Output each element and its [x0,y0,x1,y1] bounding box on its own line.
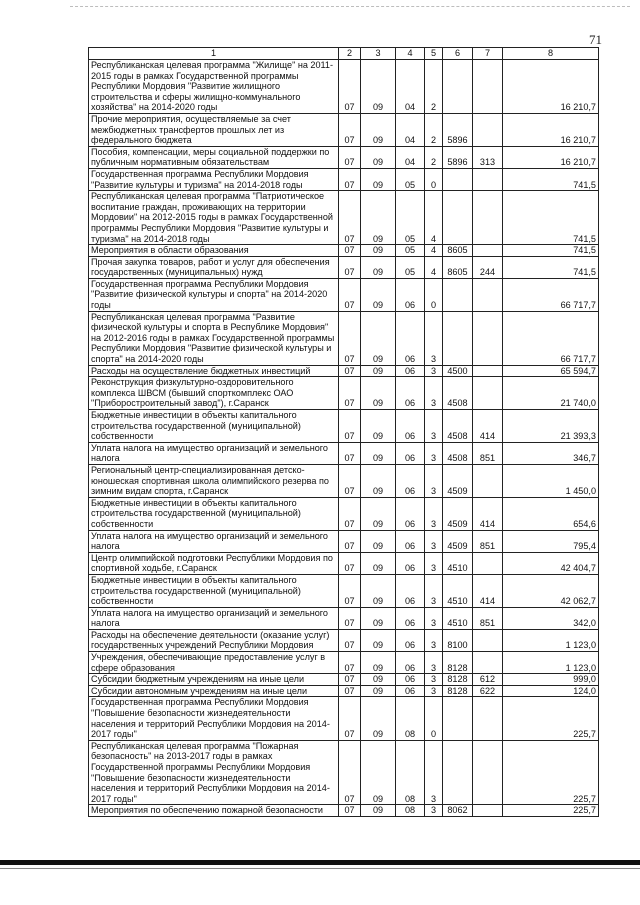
code-target-cell: 8062 [443,805,473,817]
code-section-cell: 07 [339,574,361,607]
table-row [89,168,599,190]
code-subsection-cell: 09 [361,442,396,464]
amount-cell: 999,0 [503,674,599,686]
table-row [89,805,599,817]
code-section-cell: 07 [339,146,361,168]
code-subprogram-cell: 4 [425,245,443,257]
row-name-cell: Республиканская целевая программа "Жилище" на 2011-2015 годы в рамках Государственной программы Республики Мордовия "Развитие жилищного строительства и сферы жилищно-коммунального хозяйства" на 2014-2020 годы [89,60,339,114]
amount-cell: 124,0 [503,685,599,697]
header-cell: 3 [361,48,396,60]
code-subsection-cell: 09 [361,146,396,168]
table-row [89,464,599,497]
code-section-cell: 07 [339,464,361,497]
code-program-cell: 06 [396,464,425,497]
code-subprogram-cell: 3 [425,674,443,686]
code-subprogram-cell: 2 [425,113,443,146]
code-subsection-cell: 09 [361,652,396,674]
code-target-cell [443,278,473,311]
row-name-cell: Субсидии автономным учреждениям на иные цели [89,685,339,697]
code-program-cell: 06 [396,377,425,410]
code-target-cell [443,168,473,190]
table-row [89,311,599,365]
amount-cell: 741,5 [503,191,599,245]
code-section-cell: 07 [339,256,361,278]
table-row [89,245,599,257]
code-subsection-cell: 09 [361,740,396,805]
code-program-cell: 05 [396,256,425,278]
amount-cell: 1 123,0 [503,629,599,651]
table-row [89,377,599,410]
code-target-cell: 4508 [443,377,473,410]
row-name-cell: Региональный центр-специализированная детско-юношеская спортивная школа олимпийского резерва по зимним видам спорта, г.Саранск [89,464,339,497]
code-subsection-cell: 09 [361,168,396,190]
code-target-cell: 4510 [443,552,473,574]
row-name-cell: Государственная программа Республики Мордовия "Повышение безопасности жизнедеятельности населения и территорий Республики Мордовия на 2014-2017 годы" [89,697,339,740]
amount-cell: 1 450,0 [503,464,599,497]
table-row [89,674,599,686]
row-name-cell: Расходы на обеспечение деятельности (оказание услуг) государственных учреждений Республики Мордовия [89,629,339,651]
code-target-cell: 8128 [443,685,473,697]
code-expense-type-cell [473,629,503,651]
amount-cell: 21 740,0 [503,377,599,410]
amount-cell: 741,5 [503,256,599,278]
code-section-cell: 07 [339,377,361,410]
code-target-cell: 8100 [443,629,473,651]
code-subsection-cell: 09 [361,245,396,257]
code-program-cell: 06 [396,278,425,311]
code-subprogram-cell: 3 [425,497,443,530]
budget-table [88,47,599,817]
header-cell: 2 [339,48,361,60]
amount-cell: 1 123,0 [503,652,599,674]
code-target-cell: 4500 [443,365,473,377]
table-row [89,685,599,697]
code-target-cell [443,60,473,114]
code-section-cell: 07 [339,674,361,686]
code-target-cell [443,697,473,740]
code-expense-type-cell [473,191,503,245]
code-subsection-cell: 09 [361,629,396,651]
code-program-cell: 06 [396,607,425,629]
header-cell: 4 [396,48,425,60]
code-program-cell: 04 [396,113,425,146]
code-program-cell: 06 [396,652,425,674]
code-expense-type-cell [473,168,503,190]
amount-cell: 654,6 [503,497,599,530]
code-target-cell: 5896 [443,113,473,146]
code-target-cell: 4508 [443,410,473,443]
amount-cell: 16 210,7 [503,146,599,168]
code-subsection-cell: 09 [361,464,396,497]
code-expense-type-cell [473,740,503,805]
code-section-cell: 07 [339,191,361,245]
table-row [89,629,599,651]
row-name-cell: Государственная программа Республики Мордовия "Развитие культуры и туризма" на 2014-2018 годы [89,168,339,190]
code-section-cell: 07 [339,278,361,311]
row-name-cell: Реконструкция физкультурно-оздоровительного комплекса ШВСМ (бывший спорткомплекс ОАО "Приборостроительный завод"), г.Саранск [89,377,339,410]
code-subprogram-cell: 3 [425,652,443,674]
code-target-cell [443,191,473,245]
row-name-cell: Республиканская целевая программа "Пожарная безопасность" на 2013-2017 годы в рамках Государственной программы Республики Мордовия "Повышение безопасности жизнедеятельности населения и территорий Республики Мордовия на 2014-2017 годы" [89,740,339,805]
code-subprogram-cell: 3 [425,685,443,697]
code-section-cell: 07 [339,311,361,365]
row-name-cell: Уплата налога на имущество организаций и земельного налога [89,530,339,552]
code-expense-type-cell: 612 [473,674,503,686]
code-subsection-cell: 09 [361,60,396,114]
code-subprogram-cell: 0 [425,697,443,740]
code-section-cell: 07 [339,168,361,190]
table-row [89,113,599,146]
code-subprogram-cell: 3 [425,740,443,805]
code-subprogram-cell: 3 [425,377,443,410]
code-expense-type-cell [473,652,503,674]
code-subsection-cell: 09 [361,685,396,697]
scan-top-edge [70,6,630,8]
code-subsection-cell: 09 [361,497,396,530]
code-subprogram-cell: 2 [425,60,443,114]
code-section-cell: 07 [339,410,361,443]
code-program-cell: 05 [396,245,425,257]
row-name-cell: Государственная программа Республики Мордовия "Развитие физической культуры и спорта" на 2014-2020 годы [89,278,339,311]
code-expense-type-cell [473,278,503,311]
code-target-cell: 8605 [443,245,473,257]
row-name-cell: Бюджетные инвестиции в объекты капитального строительства государственной (муниципальной) собственности [89,574,339,607]
row-name-cell: Мероприятия по обеспечению пожарной безопасности [89,805,339,817]
code-subprogram-cell: 3 [425,574,443,607]
code-subsection-cell: 09 [361,674,396,686]
code-section-cell: 07 [339,629,361,651]
code-subprogram-cell: 3 [425,629,443,651]
code-subsection-cell: 09 [361,311,396,365]
code-subsection-cell: 09 [361,552,396,574]
amount-cell: 65 594,7 [503,365,599,377]
row-name-cell: Бюджетные инвестиции в объекты капитального строительства государственной (муниципальной) собственности [89,410,339,443]
code-subsection-cell: 09 [361,574,396,607]
code-target-cell: 5896 [443,146,473,168]
table-row [89,740,599,805]
code-subsection-cell: 09 [361,113,396,146]
code-target-cell: 4509 [443,464,473,497]
code-expense-type-cell [473,377,503,410]
code-target-cell: 4510 [443,607,473,629]
row-name-cell: Субсидии бюджетным учреждениям на иные цели [89,674,339,686]
code-expense-type-cell: 622 [473,685,503,697]
amount-cell: 42 404,7 [503,552,599,574]
table-row [89,278,599,311]
code-program-cell: 06 [396,552,425,574]
code-expense-type-cell [473,365,503,377]
code-program-cell: 08 [396,697,425,740]
row-name-cell: Учреждения, обеспечивающие предоставление услуг в сфере образования [89,652,339,674]
amount-cell: 741,5 [503,245,599,257]
code-expense-type-cell [473,60,503,114]
table-row [89,60,599,114]
code-subprogram-cell: 0 [425,168,443,190]
amount-cell: 16 210,7 [503,60,599,114]
code-subsection-cell: 09 [361,377,396,410]
header-cell: 8 [503,48,599,60]
page-number: 71 [589,32,602,47]
code-subprogram-cell: 3 [425,442,443,464]
code-program-cell: 04 [396,146,425,168]
code-section-cell: 07 [339,530,361,552]
table-row [89,552,599,574]
code-section-cell: 07 [339,497,361,530]
code-subprogram-cell: 4 [425,256,443,278]
code-subsection-cell: 09 [361,607,396,629]
table-body [89,60,599,817]
code-target-cell: 4510 [443,574,473,607]
code-subprogram-cell: 3 [425,607,443,629]
code-program-cell: 06 [396,497,425,530]
table-row [89,146,599,168]
code-subprogram-cell: 3 [425,530,443,552]
amount-cell: 225,7 [503,805,599,817]
code-program-cell: 06 [396,311,425,365]
scan-bottom-line [0,868,640,869]
code-section-cell: 07 [339,442,361,464]
amount-cell: 225,7 [503,740,599,805]
code-expense-type-cell: 851 [473,530,503,552]
code-subprogram-cell: 2 [425,146,443,168]
table-row [89,652,599,674]
code-expense-type-cell [473,245,503,257]
table-row [89,574,599,607]
code-subsection-cell: 09 [361,191,396,245]
code-section-cell: 07 [339,113,361,146]
code-program-cell: 08 [396,805,425,817]
code-target-cell [443,311,473,365]
row-name-cell: Центр олимпийской подготовки Республики Мордовия по спортивной ходьбе, г.Саранск [89,552,339,574]
code-program-cell: 06 [396,442,425,464]
code-expense-type-cell [473,805,503,817]
code-expense-type-cell: 851 [473,442,503,464]
code-subprogram-cell: 3 [425,365,443,377]
code-expense-type-cell: 851 [473,607,503,629]
code-subsection-cell: 09 [361,805,396,817]
amount-cell: 66 717,7 [503,278,599,311]
code-section-cell: 07 [339,365,361,377]
code-expense-type-cell [473,311,503,365]
row-name-cell: Республиканская целевая программа "Развитие физической культуры и спорта в Республике Мордовия" на 2012-2016 годы в рамках Государственной программы Республики Мордовия "Развитие физической культуры и спорта" на 2014-2020 годы [89,311,339,365]
code-subprogram-cell: 3 [425,805,443,817]
code-program-cell: 05 [396,191,425,245]
amount-cell: 16 210,7 [503,113,599,146]
code-subsection-cell: 09 [361,278,396,311]
amount-cell: 346,7 [503,442,599,464]
row-name-cell: Уплата налога на имущество организаций и земельного налога [89,607,339,629]
code-target-cell: 4509 [443,530,473,552]
code-expense-type-cell [473,697,503,740]
header-cell: 5 [425,48,443,60]
table-row [89,497,599,530]
amount-cell: 42 062,7 [503,574,599,607]
code-expense-type-cell [473,464,503,497]
header-cell: 1 [89,48,339,60]
code-program-cell: 08 [396,740,425,805]
code-subprogram-cell: 3 [425,464,443,497]
code-section-cell: 07 [339,685,361,697]
code-program-cell: 06 [396,365,425,377]
code-target-cell: 8605 [443,256,473,278]
row-name-cell: Прочие мероприятия, осуществляемые за счет межбюджетных трансфертов прошлых лет из федерального бюджета [89,113,339,146]
row-name-cell: Республиканская целевая программа "Патриотическое воспитание граждан, проживающих на территории Мордовии" на 2012-2015 годы в рамках Государственной программы Республики Мордовия "Развитие культуры и туризма" на 2014-2018 годы [89,191,339,245]
code-section-cell: 07 [339,740,361,805]
code-expense-type-cell: 414 [473,410,503,443]
code-subsection-cell: 09 [361,256,396,278]
table-row [89,410,599,443]
header-row [89,48,599,60]
table-row [89,530,599,552]
table-row [89,256,599,278]
code-section-cell: 07 [339,607,361,629]
code-expense-type-cell: 414 [473,574,503,607]
scan-bottom-edge [0,860,640,865]
code-section-cell: 07 [339,245,361,257]
code-subprogram-cell: 4 [425,191,443,245]
code-target-cell [443,740,473,805]
amount-cell: 21 393,3 [503,410,599,443]
code-expense-type-cell [473,113,503,146]
code-expense-type-cell: 244 [473,256,503,278]
code-program-cell: 06 [396,674,425,686]
amount-cell: 66 717,7 [503,311,599,365]
row-name-cell: Прочая закупка товаров, работ и услуг для обеспечения государственных (муниципальных) нужд [89,256,339,278]
code-program-cell: 05 [396,168,425,190]
header-cell: 7 [473,48,503,60]
code-subsection-cell: 09 [361,410,396,443]
code-program-cell: 06 [396,685,425,697]
amount-cell: 795,4 [503,530,599,552]
row-name-cell: Бюджетные инвестиции в объекты капитального строительства государственной (муниципальной) собственности [89,497,339,530]
code-expense-type-cell: 414 [473,497,503,530]
code-expense-type-cell: 313 [473,146,503,168]
amount-cell: 741,5 [503,168,599,190]
code-target-cell: 8128 [443,674,473,686]
table-row [89,697,599,740]
code-program-cell: 04 [396,60,425,114]
row-name-cell: Пособия, компенсации, меры социальной поддержки по публичным нормативным обязательствам [89,146,339,168]
code-program-cell: 06 [396,629,425,651]
code-program-cell: 06 [396,530,425,552]
code-section-cell: 07 [339,697,361,740]
code-subsection-cell: 09 [361,530,396,552]
code-subsection-cell: 09 [361,365,396,377]
code-target-cell: 8128 [443,652,473,674]
code-section-cell: 07 [339,805,361,817]
code-subprogram-cell: 3 [425,311,443,365]
code-subprogram-cell: 3 [425,410,443,443]
code-program-cell: 06 [396,574,425,607]
table-row [89,365,599,377]
code-section-cell: 07 [339,60,361,114]
code-subsection-cell: 09 [361,697,396,740]
table-row [89,191,599,245]
table-row [89,442,599,464]
code-subprogram-cell: 3 [425,552,443,574]
amount-cell: 342,0 [503,607,599,629]
code-expense-type-cell [473,552,503,574]
row-name-cell: Мероприятия в области образования [89,245,339,257]
code-section-cell: 07 [339,652,361,674]
amount-cell: 225,7 [503,697,599,740]
table-row [89,607,599,629]
row-name-cell: Уплата налога на имущество организаций и земельного налога [89,442,339,464]
code-program-cell: 06 [396,410,425,443]
code-section-cell: 07 [339,552,361,574]
code-target-cell: 4508 [443,442,473,464]
code-subprogram-cell: 0 [425,278,443,311]
header-cell: 6 [443,48,473,60]
code-target-cell: 4509 [443,497,473,530]
row-name-cell: Расходы на осуществление бюджетных инвестиций [89,365,339,377]
